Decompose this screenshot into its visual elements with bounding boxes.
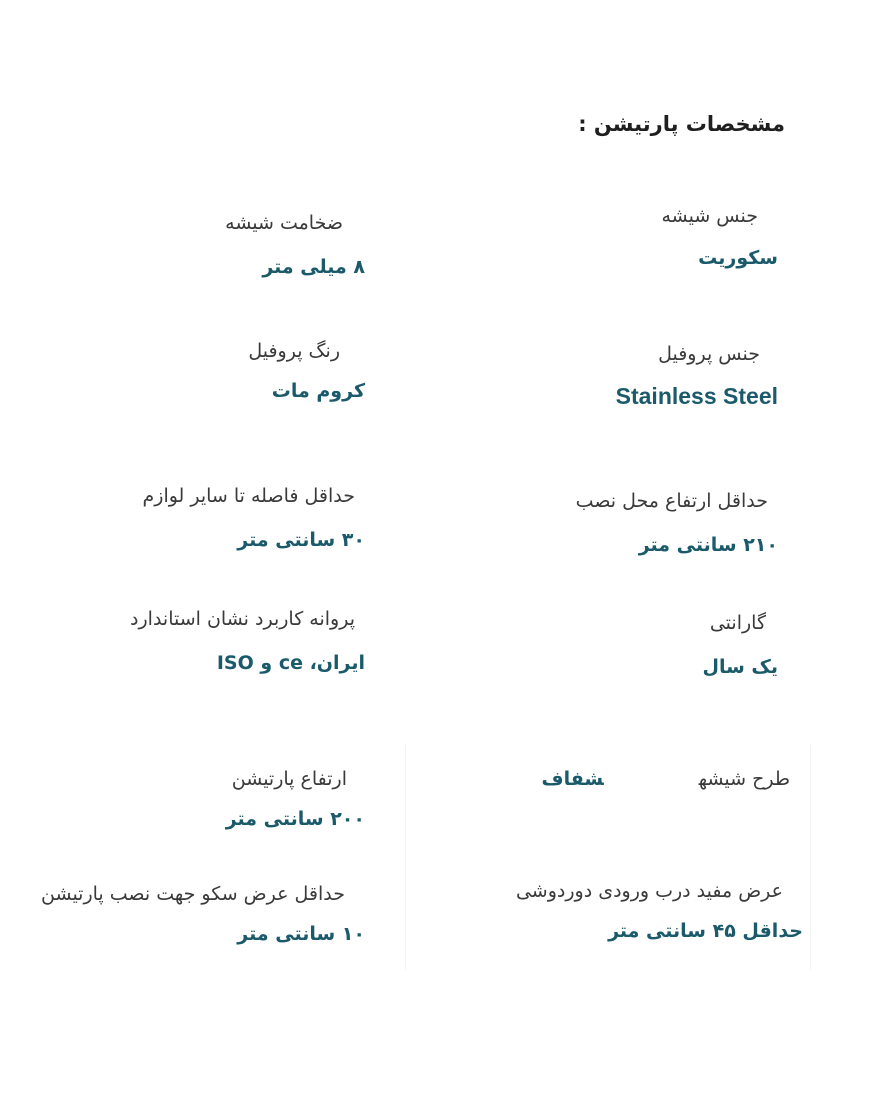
spec-min-distance [35,485,365,551]
spec-value: شفاف [541,768,604,790]
spec-glass-material [448,205,778,269]
spec-partition-height [35,768,365,830]
spec-value: ۲۱۰ سانتی متر [638,534,778,556]
spec-label: عرض مفید درب ورودی دوردوشی [515,880,783,902]
spec-min-platform-width [35,883,365,945]
spec-value: ۸ میلی متر [262,256,365,278]
spec-profile-color [35,340,365,402]
spec-value: یک سال [702,656,778,678]
spec-label: گارانتی [709,612,766,634]
spec-value: کروم مات [271,380,365,402]
spec-label: ارتفاع پارتیشن [231,768,347,790]
spec-value: حداقل ۴۵ سانتی متر [608,920,803,942]
spec-value: ایران، ce و ISO [216,652,365,674]
spec-label: حداقل عرض سکو جهت نصب پارتیشن [41,883,345,905]
spec-warranty [448,612,778,678]
spec-glass-thickness [35,212,365,278]
spec-profile-material [448,343,778,410]
spec-label: پروانه کاربرد نشان استاندارد [130,608,355,630]
spec-value: سکوریت [698,247,778,269]
spec-label: جنس شیشه [661,205,758,227]
spec-label: ضخامت شیشه [225,212,343,234]
column-divider [405,745,406,970]
spec-door-width [453,880,803,942]
spec-label: رنگ پروفیل [248,340,340,362]
spec-min-install-height [448,490,778,556]
spec-label: حداقل ارتفاع محل نصب [575,490,768,512]
column-divider [810,745,811,970]
section-title: مشخصات پارتیشن : [578,112,785,136]
spec-value: Stainless Steel [615,383,778,409]
spec-label: حداقل فاصله تا سایر لوازم [142,485,355,507]
spec-label: طرح شیشه [698,768,790,790]
spec-standard-license [35,608,365,674]
spec-glass-design [542,768,791,790]
spec-label: جنس پروفیل [658,343,760,365]
spec-value: ۲۰۰ سانتی متر [225,808,365,830]
spec-value: ۱۰ سانتی متر [237,923,365,945]
spec-value: ۳۰ سانتی متر [237,529,365,551]
